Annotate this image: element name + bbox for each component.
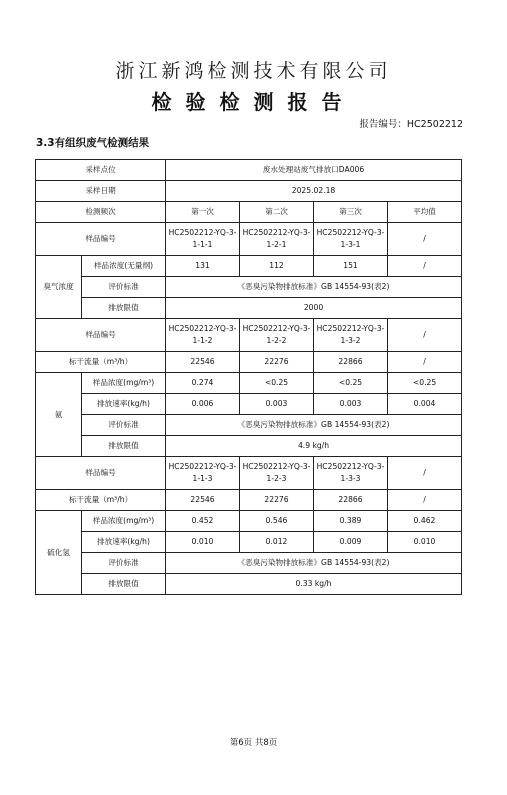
table-row [36,277,462,298]
flow-value: 22276 [240,352,314,373]
limit-label: 排放限值 [82,298,166,319]
sample-no-label: 样品编号 [36,223,166,256]
odor-limit: 2000 [166,298,462,319]
flow-value: / [388,490,462,511]
sampling-date-value: 2025.02.18 [166,181,462,202]
sample-no: HC2502212-YQ-3-1-1-1 [166,223,240,256]
sample-no-label: 样品编号 [36,319,166,352]
rate-value: 0.003 [314,394,388,415]
rate-value: 0.010 [166,532,240,553]
table-row [36,352,462,373]
table-row [36,511,462,532]
freq-2: 第二次 [240,202,314,223]
conc-value: 0.452 [166,511,240,532]
sample-no-label: 样品编号 [36,457,166,490]
table-row [36,202,462,223]
table-row [36,160,462,181]
freq-avg: 平均值 [388,202,462,223]
conc-value: 0.462 [388,511,462,532]
conc-value: <0.25 [388,373,462,394]
ammonia-standard: 《恶臭污染物排放标准》GB 14554-93(表2) [166,415,462,436]
rate-value: 0.010 [388,532,462,553]
flow-value: 22866 [314,490,388,511]
slash-cell: / [388,223,462,256]
sample-no: HC2502212-YQ-3-1-2-2 [240,319,314,352]
flow-label: 标干流量（m³/h） [36,352,166,373]
odor-standard: 《恶臭污染物排放标准》GB 14554-93(表2) [166,277,462,298]
standard-label: 评价标准 [82,553,166,574]
h2s-name: 硫化氢 [36,511,82,595]
results-table [35,159,462,595]
slash-cell: / [388,319,462,352]
flow-value: 22276 [240,490,314,511]
report-number-value: HC2502212 [406,119,463,130]
sampling-point-value: 废水处理站废气排放口DA006 [166,160,462,181]
limit-label: 排放限值 [82,574,166,595]
page-number: 第6页 共8页 [229,738,278,748]
concentration-label: 样品浓度(mg/m³) [82,511,166,532]
report-number [359,116,463,130]
table-row [36,256,462,277]
ammonia-limit: 4.9 kg/h [166,436,462,457]
slash-cell: / [388,457,462,490]
rate-label: 排放速率(kg/h) [82,394,166,415]
sample-no: HC2502212-YQ-3-1-1-2 [166,319,240,352]
table-row [36,298,462,319]
odor-value: 131 [166,256,240,277]
standard-label: 评价标准 [82,277,166,298]
limit-label: 排放限值 [82,436,166,457]
table-row [36,223,462,256]
report-title: 检验检测报告 [151,90,356,114]
ammonia-name: 氨 [36,373,82,457]
odor-name: 臭气浓度 [36,256,82,319]
table-row [36,574,462,595]
flow-value: / [388,352,462,373]
flow-value: 22546 [166,352,240,373]
table-row [36,490,462,511]
sample-no: HC2502212-YQ-3-1-2-1 [240,223,314,256]
conc-value: 0.546 [240,511,314,532]
table-row [36,532,462,553]
section-title: 3.3有组织废气检测结果 [36,137,150,149]
conc-value: 0.389 [314,511,388,532]
flow-value: 22546 [166,490,240,511]
table-row [36,373,462,394]
table-row [36,394,462,415]
freq-3: 第三次 [314,202,388,223]
odor-value: 151 [314,256,388,277]
rate-value: 0.006 [166,394,240,415]
sample-no: HC2502212-YQ-3-1-2-3 [240,457,314,490]
sample-no: HC2502212-YQ-3-1-3-3 [314,457,388,490]
conc-value: <0.25 [314,373,388,394]
table-row [36,181,462,202]
h2s-limit: 0.33 kg/h [166,574,462,595]
flow-value: 22866 [314,352,388,373]
table-row [36,415,462,436]
standard-label: 评价标准 [82,415,166,436]
rate-value: 0.004 [388,394,462,415]
table-row [36,553,462,574]
conc-value: 0.274 [166,373,240,394]
h2s-standard: 《恶臭污染物排放标准》GB 14554-93(表2) [166,553,462,574]
sample-no: HC2502212-YQ-3-1-3-1 [314,223,388,256]
table-row [36,457,462,490]
sampling-point-label: 采样点位 [36,160,166,181]
flow-label: 标干流量（m³/h） [36,490,166,511]
rate-value: 0.003 [240,394,314,415]
sample-no: HC2502212-YQ-3-1-1-3 [166,457,240,490]
table-row [36,436,462,457]
table-row [36,319,462,352]
sample-no: HC2502212-YQ-3-1-3-2 [314,319,388,352]
rate-value: 0.012 [240,532,314,553]
sampling-date-label: 采样日期 [36,181,166,202]
odor-value: / [388,256,462,277]
concentration-label: 样品浓度(mg/m³) [82,373,166,394]
frequency-label: 检测频次 [36,202,166,223]
odor-value: 112 [240,256,314,277]
company-name: 浙江新鸿检测技术有限公司 [115,60,392,82]
rate-label: 排放速率(kg/h) [82,532,166,553]
odor-conc-label: 样品浓度(无量纲) [82,256,166,277]
freq-1: 第一次 [166,202,240,223]
rate-value: 0.009 [314,532,388,553]
report-number-label: 报告编号： [359,119,407,130]
conc-value: <0.25 [240,373,314,394]
